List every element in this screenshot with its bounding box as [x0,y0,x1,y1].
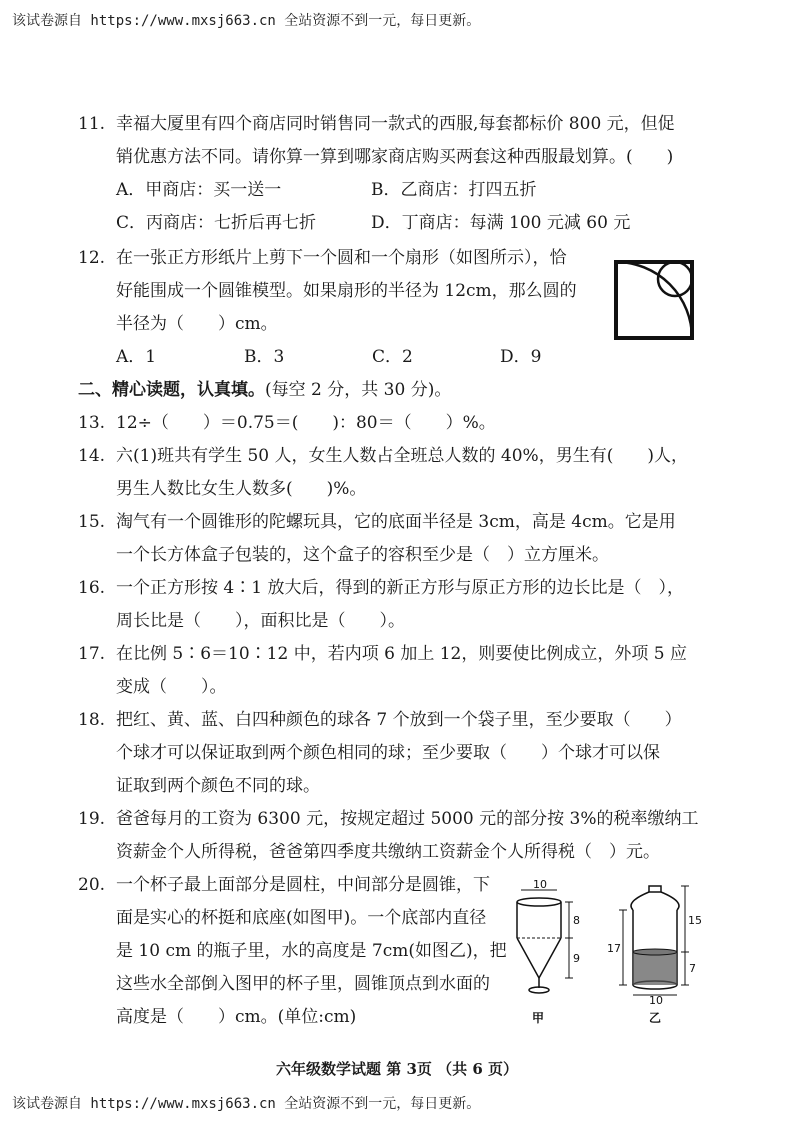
question-text: 淘气有一个圆锥形的陀螺玩具，它的底面半径是 3cm，高是 4cm。它是用 [116,512,676,532]
cup-cone-height-label: 9 [573,952,580,965]
page-footer: 六年级数学试题 第 3页 （共 6 页） [276,1060,518,1078]
option-c: C．丙商店：七折后再七折 [116,213,317,233]
question-15 [78,506,676,572]
section-note: (每空 2 分，共 30 分)。 [265,380,452,400]
question-text: 男生人数比女生人数多( )%。 [116,479,367,499]
question-number: 19. [78,809,106,829]
question-number: 17. [78,644,106,664]
question-text: 变成（ ）。 [116,677,227,697]
option-b: B．3 [244,347,285,367]
question-text: 个球才可以保证取到两个颜色相同的球；至少要取（ ）个球才可以保 [116,743,660,763]
question-number: 11. [78,114,106,134]
cup-bottle-figure [505,878,702,1030]
question-text: 高度是（ ）cm。(单位:cm) [116,1007,357,1027]
question-12 [78,242,577,374]
question-number: 20. [78,875,106,895]
bottle-water-label: 7 [689,962,696,975]
section-heading: 二、精心读题，认真填。 [78,380,265,400]
question-number: 18. [78,710,106,730]
section-title [78,374,451,407]
cup-width-label: 10 [533,878,547,891]
question-text: 六(1)班共有学生 50 人，女生人数占全班总人数的 40%，男生有( )人， [116,446,688,466]
cup-cylinder-height-label: 8 [573,914,580,927]
question-text: 在比例 5∶6＝10∶12 中，若内项 6 加上 12，则要使比例成立，外项 5 应 [116,644,687,664]
cup-caption: 甲 [532,1011,545,1025]
bottle-total-label: 17 [607,942,621,955]
square-circle-sector-figure [612,258,696,342]
question-text: 12÷（ ）＝0.75＝( )：80＝（ ）%。 [116,413,496,433]
question-number: 12. [78,248,106,268]
question-text: 半径为（ ）cm。 [116,314,278,334]
bottle-caption: 乙 [649,1011,662,1025]
question-11 [78,108,675,240]
question-text: 爸爸每月的工资为 6300 元，按规定超过 5000 元的部分按 3%的税率缴纳工 [116,809,699,829]
question-text: 一个正方形按 4∶1 放大后，得到的新正方形与原正方形的边长比是（ ）， [116,578,684,598]
question-text: 把红、黄、蓝、白四种颜色的球各 7 个放到一个袋子里，至少要取（ ） [116,710,682,730]
bottle-yi-diagram [607,886,702,1025]
question-text: 是 10 cm 的瓶子里，水的高度是 7cm(如图乙)，把 [116,941,507,961]
question-13 [78,407,496,440]
top-watermark: 该试卷源自 https://www.mxsj663.cn 全站资源不到一元，每日更新。 [12,13,481,29]
question-20 [78,869,507,1034]
option-c: C．2 [372,347,413,367]
bottle-width-label: 10 [649,994,663,1007]
question-text: 好能围成一个圆锥模型。如果扇形的半径为 12cm，那么圆的 [116,281,577,301]
bottom-watermark: 该试卷源自 https://www.mxsj663.cn 全站资源不到一元，每日更新。 [12,1096,481,1112]
question-number: 16. [78,578,106,598]
question-number: 13. [78,413,106,433]
option-d: D．9 [500,347,542,367]
question-19 [78,803,699,869]
question-text: 这些水全部倒入图甲的杯子里，圆锥顶点到水面的 [116,974,490,994]
option-a: A．1 [116,347,157,367]
question-text: 面是实心的杯挺和底座(如图甲)。一个底部内直径 [116,908,487,928]
question-16 [78,572,684,638]
question-text: 一个长方体盒子包装的，这个盒子的容积至少是（ ）立方厘米。 [116,545,609,565]
question-17 [78,638,687,704]
question-number: 14. [78,446,106,466]
question-14 [78,440,688,506]
question-text: 销优惠方法不同。请你算一算到哪家商店购买两套这种西服最划算。( ) [116,147,674,167]
question-text: 周长比是（ ），面积比是（ ）。 [116,611,405,631]
question-text: 幸福大厦里有四个商店同时销售同一款式的西服,每套都标价 800 元，但促 [116,114,675,134]
cup-jia-diagram [517,878,580,1025]
option-b: B．乙商店：打四五折 [371,180,537,200]
question-text: 在一张正方形纸片上剪下一个圆和一个扇形（如图所示），恰 [116,248,567,268]
question-text: 资薪金个人所得税，爸爸第四季度共缴纳工资薪金个人所得税（ ）元。 [116,842,660,862]
option-a: A．甲商店：买一送一 [116,180,282,200]
question-number: 15. [78,512,106,532]
option-d: D．丁商店：每满 100 元减 60 元 [371,213,631,233]
bottle-top-label: 15 [688,914,702,927]
question-text: 证取到两个颜色不同的球。 [116,776,320,796]
question-text: 一个杯子最上面部分是圆柱，中间部分是圆锥，下 [116,875,490,895]
question-18 [78,704,682,803]
